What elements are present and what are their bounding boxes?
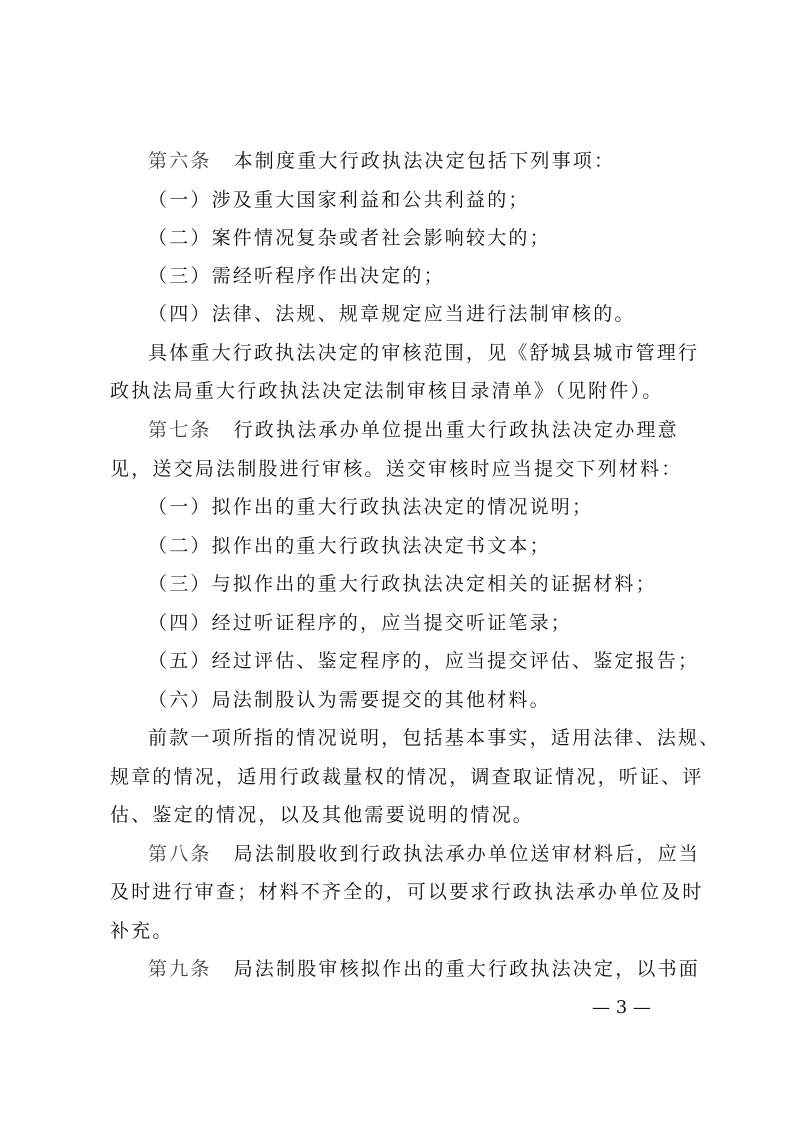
list-item: （五）经过评估、鉴定程序的，应当提交评估、鉴定报告；	[148, 650, 700, 672]
list-item: （二）案件情况复杂或者社会影响较大的；	[148, 227, 551, 249]
article-8-text	[148, 840, 701, 868]
article-number: 第七条	[148, 419, 212, 441]
list-item: （三）与拟作出的重大行政执法决定相关的证据材料；	[148, 573, 657, 595]
article-number: 第九条	[148, 958, 212, 980]
paragraph-line: 具体重大行政执法决定的审核范围，见《舒城县城市管理行	[148, 342, 700, 364]
list-item: （一）涉及重大国家利益和公共利益的；	[148, 189, 530, 211]
article-number: 第八条	[148, 843, 212, 865]
article-text: 局法制股审核拟作出的重大行政执法决定，以书面	[233, 958, 701, 980]
article-text: 本制度重大行政执法决定包括下列事项：	[233, 150, 616, 172]
article-text: 行政执法承办单位提出重大行政执法决定办理意	[233, 419, 679, 441]
article-number: 第六条	[148, 150, 212, 172]
article-9-text	[148, 955, 701, 983]
article-7-intro	[148, 416, 695, 444]
list-item: （一）拟作出的重大行政执法决定的情况说明；	[148, 496, 594, 518]
article-6-intro	[148, 147, 695, 175]
paragraph-line: 及时进行审查；材料不齐全的，可以要求行政执法承办单位及时	[110, 881, 704, 903]
article-text: 局法制股收到行政执法承办单位送审材料后，应当	[233, 843, 701, 865]
list-item: （四）经过听证程序的，应当提交听证笔录；	[148, 612, 573, 634]
paragraph-line: 见，送交局法制股进行审核。送交审核时应当提交下列材料：	[110, 458, 683, 480]
list-item: （六）局法制股认为需要提交的其他材料。	[148, 689, 551, 711]
paragraph-line: 估、鉴定的情况，以及其他需要说明的情况。	[110, 804, 535, 826]
paragraph-line: 前款一项所指的情况说明，包括基本事实，适用法律、法规、	[148, 727, 721, 749]
paragraph-line: 政执法局重大行政执法决定法制审核目录清单》（见附件）。	[110, 380, 664, 402]
list-item: （三）需经听程序作出决定的；	[148, 265, 445, 287]
list-item: （二）拟作出的重大行政执法决定书文本；	[148, 535, 551, 557]
page-number: — 3 —	[592, 997, 651, 1018]
paragraph-line: 补充。	[110, 920, 174, 942]
list-item: （四）法律、法规、规章规定应当进行法制审核的。	[148, 303, 636, 325]
paragraph-line: 规章的情况，适用行政裁量权的情况，调查取证情况，听证、评	[110, 766, 704, 788]
